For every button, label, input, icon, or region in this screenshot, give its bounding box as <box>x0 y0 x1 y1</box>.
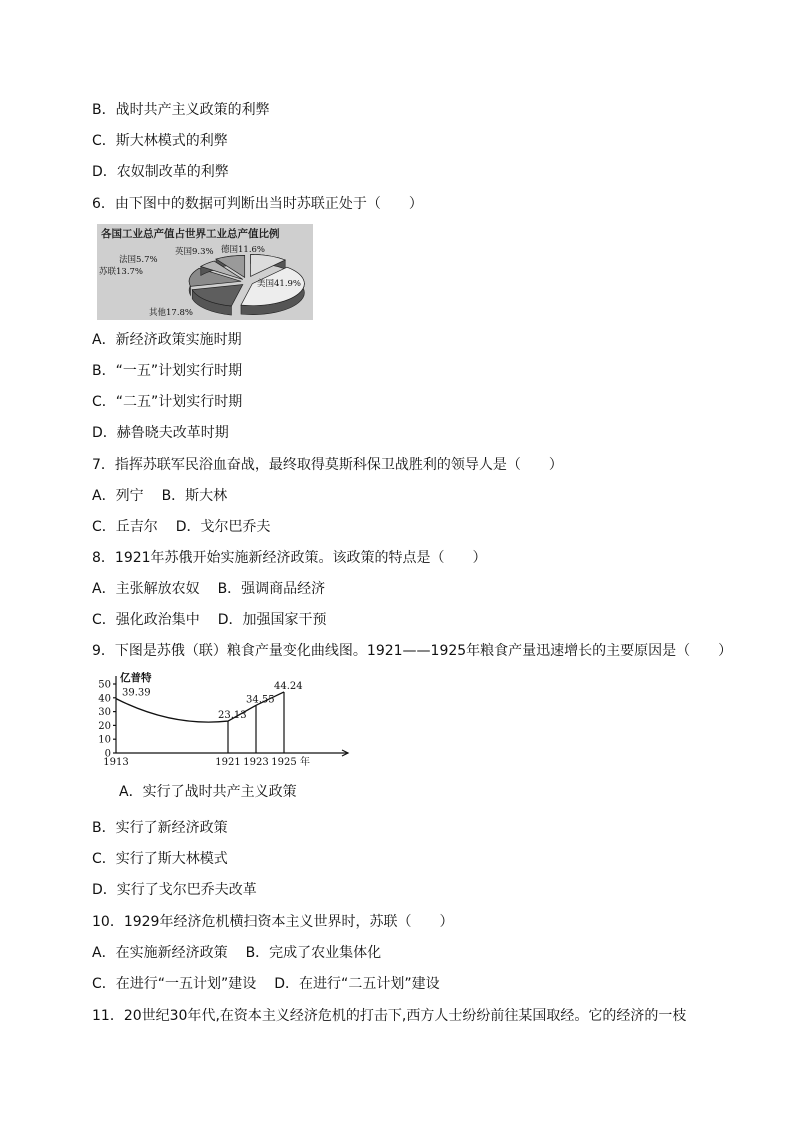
q8-option-d: D．加强国家干预 <box>217 612 327 628</box>
q7-options-ab <box>92 486 227 506</box>
q10-option-b: B．完成了农业集体化 <box>245 945 382 961</box>
pie-chart <box>97 224 313 320</box>
y-tick-label: 50 <box>98 679 111 691</box>
q8-options-ab <box>92 579 325 599</box>
q10-option-a: A．在实施新经济政策 <box>92 945 228 961</box>
question-7: 7．指挥苏联军民浴血奋战，最终取得莫斯科保卫战胜利的领导人是（ ） <box>92 457 563 473</box>
option-d-serfdom-reform: D．农奴制改革的利弊 <box>92 164 229 180</box>
x-tick-label: 1921 <box>215 757 241 768</box>
line-chart-figure <box>92 672 354 768</box>
y-tick-label: 10 <box>98 734 111 746</box>
question-8: 8．1921年苏俄开始实施新经济政策。该政策的特点是（ ） <box>92 550 487 566</box>
x-tick-label: 1923 <box>243 757 269 768</box>
q10-options-ab <box>92 943 381 963</box>
q10-option-d: D．在进行“二五计划”建设 <box>274 976 440 992</box>
option-c-stalin-model: C．斯大林模式的利弊 <box>92 133 228 149</box>
q10-option-c: C．在进行“一五计划”建设 <box>92 976 257 992</box>
question-11: 11．20世纪30年代,在资本主义经济危机的打击下,西方人士纷纷前往某国取经。它的经济的一枝 <box>92 1008 687 1024</box>
q9-option-a: A．实行了战时共产主义政策 <box>119 784 297 800</box>
q8-options-cd <box>92 610 327 630</box>
data-label: 44.24 <box>274 680 303 692</box>
pie-slice-label: 苏联13.7% <box>99 267 144 277</box>
y-tick-label: 40 <box>98 693 111 705</box>
pie-slice-label: 法国5.7% <box>119 255 158 265</box>
y-tick-label: 20 <box>98 720 111 732</box>
option-b-wartime-communism: B．战时共产主义政策的利弊 <box>92 102 270 118</box>
q7-option-b: B．斯大林 <box>161 488 228 504</box>
q6-option-c: C．“二五”计划实行时期 <box>92 394 243 410</box>
q8-option-c: C．强化政治集中 <box>92 612 200 628</box>
q8-option-a: A．主张解放农奴 <box>92 581 200 597</box>
data-label: 34.55 <box>246 694 275 706</box>
q9-option-b: B．实行了新经济政策 <box>92 820 228 836</box>
question-10: 10．1929年经济危机横扫资本主义世界时，苏联（ ） <box>92 914 454 930</box>
q6-option-d: D．赫鲁晓夫改革时期 <box>92 425 229 441</box>
pie-chart-title: 各国工业总产值占世界工业总产值比例 <box>101 228 280 240</box>
q8-option-b: B．强调商品经济 <box>217 581 326 597</box>
q7-option-d: D．戈尔巴乔夫 <box>175 519 271 535</box>
pie-slice-label: 英国9.3% <box>175 247 214 257</box>
data-label: 23.13 <box>218 710 247 722</box>
data-label: 39.39 <box>122 687 151 699</box>
question-6: 6．由下图中的数据可判断出当时苏联正处于（ ） <box>92 196 423 212</box>
q9-option-d: D．实行了戈尔巴乔夫改革 <box>92 882 257 898</box>
y-tick-label: 30 <box>98 707 111 719</box>
q10-options-cd <box>92 974 440 994</box>
question-9: 9．下图是苏俄（联）粮食产量变化曲线图。1921——1925年粮食产量迅速增长的主要原因是（ ） <box>92 643 733 659</box>
q6-option-b: B．“一五”计划实行时期 <box>92 363 243 379</box>
x-tick-label: 1913 <box>103 757 129 768</box>
x-axis-unit: 年 <box>300 757 310 768</box>
pie-slice-label: 美国41.9% <box>257 279 302 289</box>
y-axis-title: 亿普特 <box>120 672 152 684</box>
q6-option-a: A．新经济政策实施时期 <box>92 332 242 348</box>
q7-option-c: C．丘吉尔 <box>92 519 158 535</box>
pie-slice-label: 德国11.6% <box>221 245 266 255</box>
q7-option-a: A．列宁 <box>92 488 144 504</box>
q9-option-c: C．实行了斯大林模式 <box>92 851 228 867</box>
pie-chart-figure <box>97 224 313 320</box>
y-tick-label: 0 <box>104 748 111 760</box>
pie-slice-label: 其他17.8% <box>149 308 194 318</box>
x-tick-label: 1925 <box>271 757 297 768</box>
line-chart <box>92 672 354 768</box>
q7-options-cd <box>92 517 271 537</box>
